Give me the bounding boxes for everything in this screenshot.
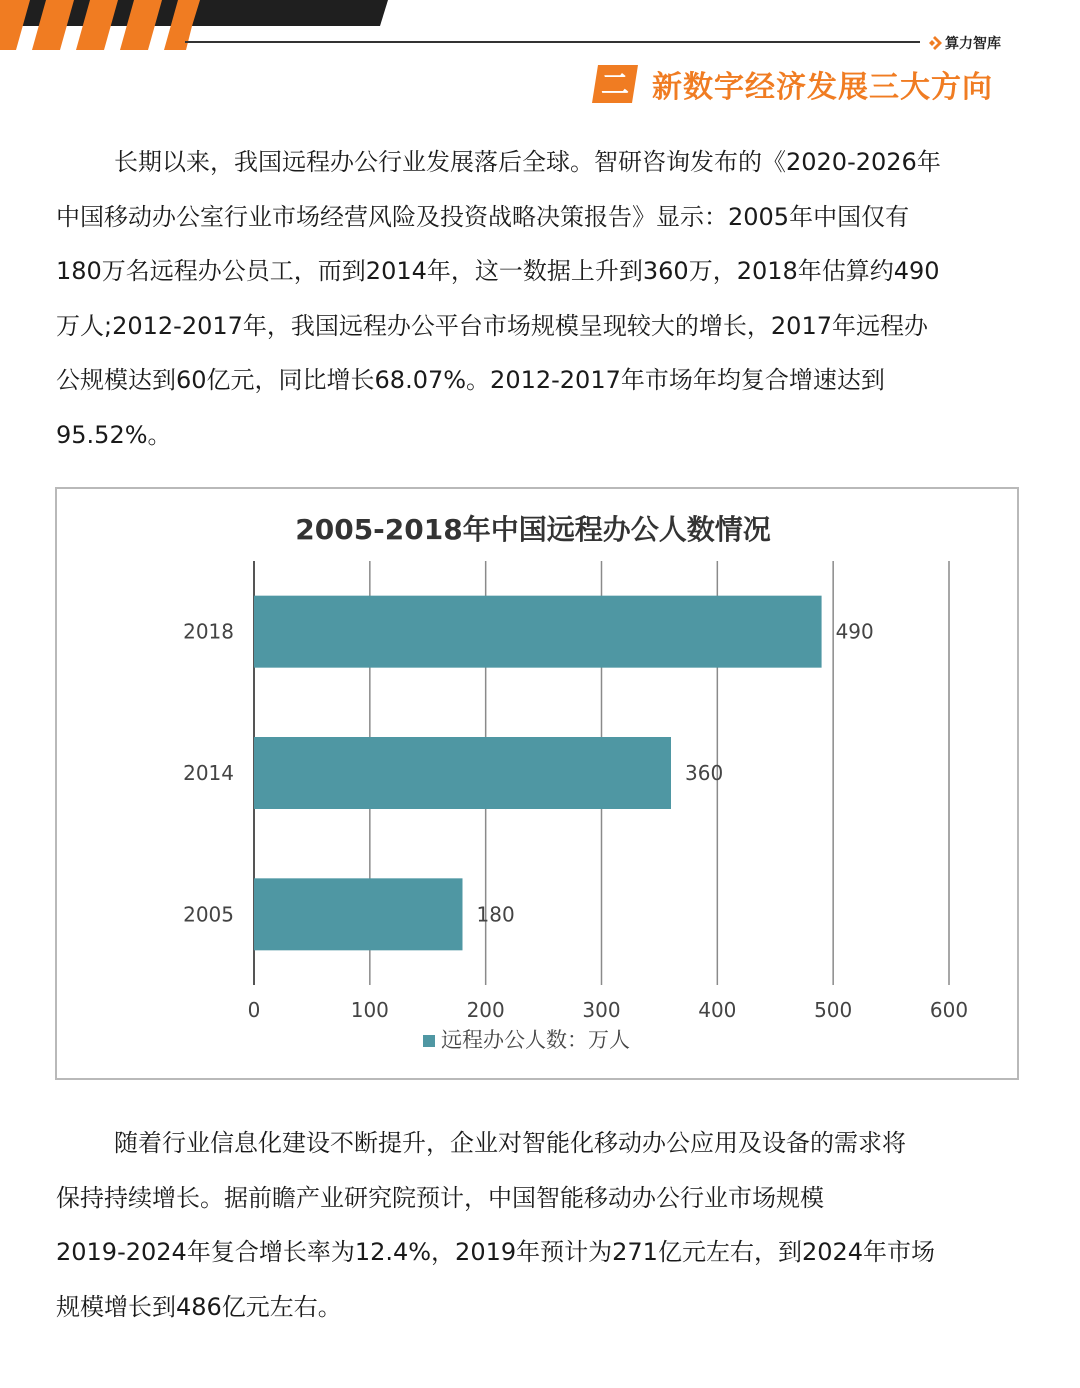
paragraph-line: 公规模达到60亿元，同比增长68.07%。2012-2017年市场年均复合增速达到 [56,366,885,394]
header-rule [185,41,920,43]
x-tick-label: 100 [350,998,389,1022]
logo-text: 算力智库 [945,36,1001,52]
paragraph-line: 长期以来，我国远程办公行业发展落后全球。智研咨询发布的《2020-2026年 [114,148,941,176]
bar [254,737,671,809]
data-label: 490 [835,619,874,644]
bar [254,596,822,668]
legend-swatch [423,1035,435,1047]
paragraph-line: 2019-2024年复合增长率为12.4%，2019年预计为271亿元左右，到2024年市场 [56,1238,936,1266]
paragraph-line: 规模增长到486亿元左右。 [56,1292,342,1321]
data-label: 180 [476,902,515,927]
outlook-paragraph [56,1116,1026,1334]
section-number-badge [592,65,638,103]
intro-paragraph [56,135,1026,462]
x-tick-label: 500 [814,998,853,1022]
paragraph-line: 180万名远程办公员工，而到2014年，这一数据上升到360万，2018年估算约490 [56,257,940,285]
chart-frame [55,487,1019,1080]
legend-label: 远程办公人数：万人 [441,1028,630,1052]
paragraph-line: 万人;2012-2017年，我国远程办公平台市场规模呈现较大的增长，2017年远程办 [56,311,928,340]
paragraph-line: 随着行业信息化建设不断提升，企业对智能化移动办公应用及设备的需求将 [114,1129,906,1157]
section-number: 二 [600,68,630,101]
section-heading [592,62,993,106]
y-tick-label: 2018 [183,619,234,644]
paragraph-line: 保持持续增长。据前瞻产业研究院预计，中国智能移动办公行业市场规模 [56,1183,824,1212]
remote-work-bar-chart [57,489,1017,1078]
section-title: 新数字经济发展三大方向 [652,70,993,105]
x-tick-label: 400 [698,998,737,1022]
brand-logo [928,33,1001,53]
paragraph-line: 中国移动办公室行业市场经营风险及投资战略决策报告》显示：2005年中国仅有 [56,202,910,231]
x-tick-label: 200 [466,998,505,1022]
y-tick-label: 2014 [183,761,234,785]
x-tick-label: 300 [582,998,621,1022]
chart-title: 2005-2018年中国远程办公人数情况 [295,513,771,546]
logo-mark-icon [928,36,942,50]
y-tick-label: 2005 [183,902,234,927]
paragraph-line: 95.52%。 [56,420,172,449]
bar [254,878,463,950]
x-tick-label: 0 [247,998,261,1022]
data-label: 360 [685,761,724,785]
x-tick-label: 600 [929,998,969,1022]
